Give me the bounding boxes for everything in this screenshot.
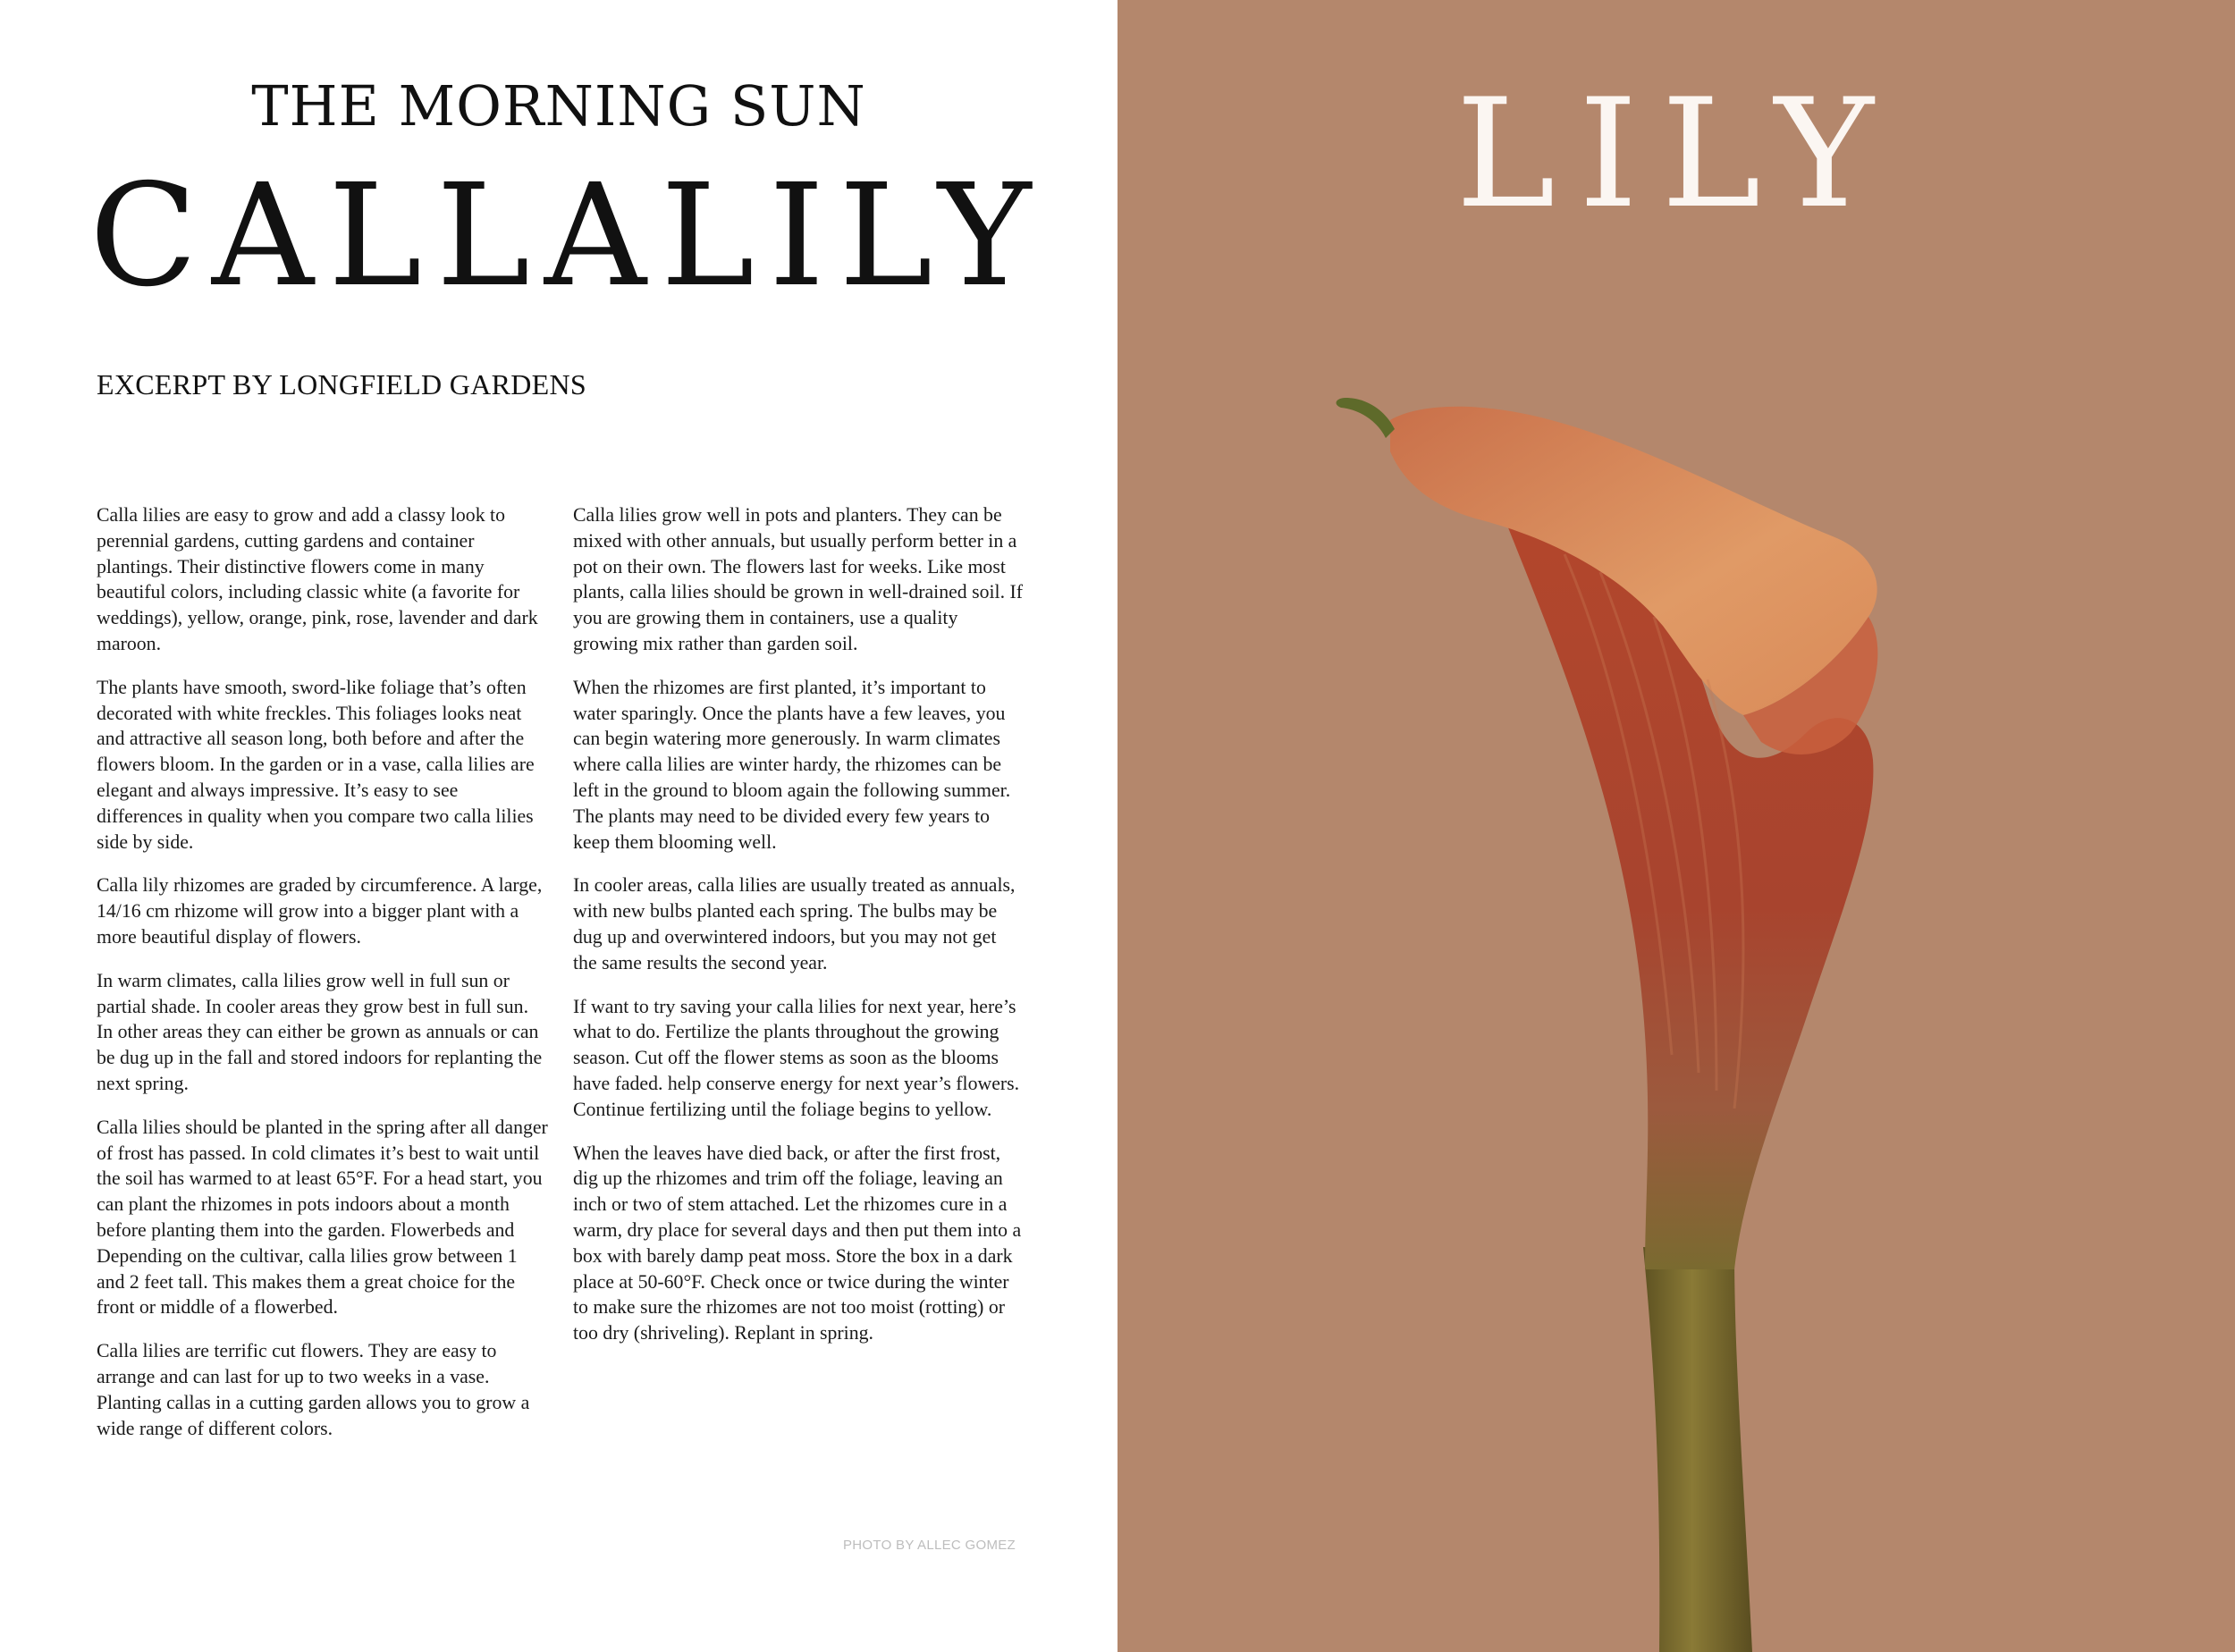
paragraph: Calla lilies are easy to grow and add a classy look to perennial gardens, cutting gardens and container plantings. Their distinctive flowers come in many beautiful colors, including classic white (a favorite for weddings), yellow, orange, pink, rose, lavender and dark maroon. (97, 504, 538, 654)
article-title: CALLALILY (89, 154, 1046, 318)
kicker-heading: THE MORNING SUN (251, 73, 866, 139)
paragraph: The plants have smooth, sword-like foliage that’s often decorated with white freckles. This foliages looks neat and attractive all season long, both before and after the flowers bloom. In the garden or in a vase, calla lilies are elegant and always impressive. It’s easy to see differences in quality when you compare two calla lilies side by side. (97, 676, 535, 853)
photo-credit: PHOTO BY ALLEC GOMEZ (843, 1538, 1016, 1553)
paragraph: Calla lily rhizomes are graded by circumference. A large, 14/16 cm rhizome will grow into a bigger plant with a more beautiful display of flowers. (97, 874, 543, 948)
paragraph: When the rhizomes are first planted, it’s important to water sparingly. Once the plants have a few leaves, you can begin watering more generously. In warm climates where calla lilies are winter hardy, the rhizomes can be left in the ground to bloom again the following summer. The plants may need to be divided every few years to keep them blooming well. (573, 676, 1011, 853)
paragraph: Calla lilies should be planted in the spring after all danger of frost has passed. In cold climates it’s best to wait until the soil has warmed to at least 65°F. For a head start, you can plant the rhizomes in pots indoors about a month before planting them into the garden. Flowerbeds and Depending on the cultivar, calla lilies grow between 1 and 2 feet tall. This makes them a great choice for the front or middle of a flowerbed. (97, 1116, 548, 1319)
text-column-right (573, 502, 1025, 1364)
paragraph: When the leaves have died back, or after the first frost, dig up the rhizomes and trim off the foliage, leaving an inch or two of stem attached. Let the rhizomes cure in a warm, dry place for several days and then put them into a box with barely damp peat moss. Store the box in a dark place at 50-60°F. Check once or twice during the winter to make sure the rhizomes are not too moist (rotting) or too dry (shriveling). Replant in spring. (573, 1142, 1022, 1344)
stem (1643, 1247, 1752, 1652)
right-page (1118, 0, 2235, 1652)
paragraph: In warm climates, calla lilies grow well in full sun or partial shade. In cooler areas they grow best in full sun. In other areas they can either be grown as annuals or can be dug up in the fall and stored indoors for replanting the next spring. (97, 969, 543, 1094)
paragraph: In cooler areas, calla lilies are usually treated as annuals, with new bulbs planted each spring. The bulbs may be dug up and overwintered indoors, but you may not get the same results the second year. (573, 874, 1016, 974)
spathe-tip (1337, 398, 1395, 438)
paragraph: Calla lilies are terrific cut flowers. They are easy to arrange and can last for up to two weeks in a vase. Planting callas in a cutting garden allows you to grow a wide range of different colors. (97, 1340, 530, 1439)
paragraph: Calla lilies grow well in pots and planters. They can be mixed with other annuals, but usually perform better in a pot on their own. The flowers last for weeks. Like most plants, calla lilies should be grown in well-drained soil. If you are growing them in containers, use a quality growing mix rather than garden soil. (573, 504, 1024, 654)
paragraph: If want to try saving your calla lilies for next year, here’s what to do. Fertilize the plants throughout the growing season. Cut off the flower stems as soon as the blooms have faded. help conserve energy for next year’s flowers. Continue fertilizing until the foliage begins to yellow. (573, 995, 1020, 1120)
byline: EXCERPT BY LONGFIELD GARDENS (97, 368, 586, 400)
text-column-left (97, 502, 548, 1459)
panel-title: LILY (1455, 66, 1897, 241)
calla-lily-photo (1118, 0, 2235, 1652)
